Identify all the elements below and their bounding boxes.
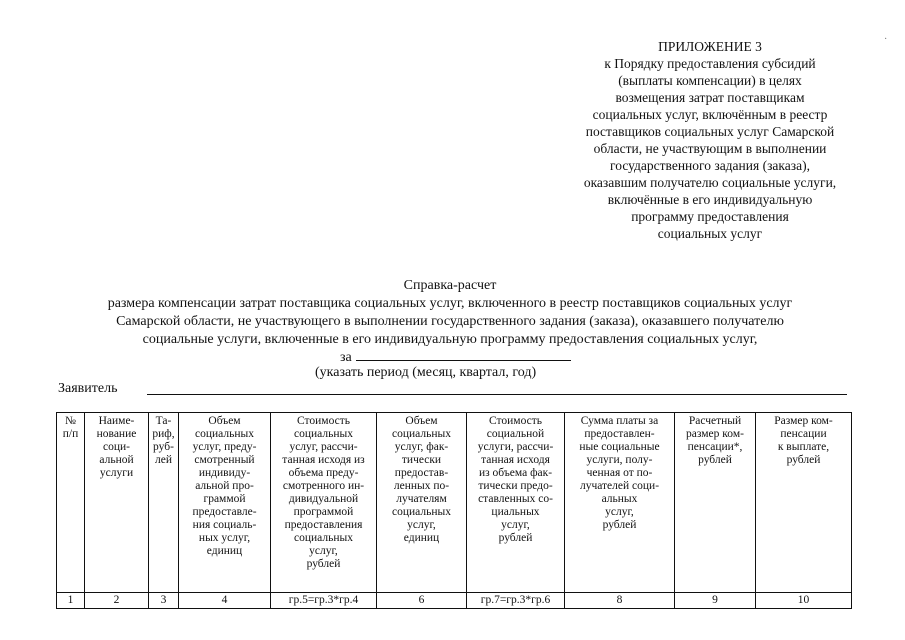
- applicant-label: Заявитель: [58, 381, 118, 396]
- column-header: Наиме- нование соци- альной услуги: [85, 413, 149, 593]
- annex-line: возмещения затрат поставщикам: [615, 90, 805, 105]
- annex-line: включённые в его индивидуальную: [607, 192, 813, 207]
- document-subtitle-line: Самарской области, не участвующего в выполнении государственного задания (заказа), оказавшего получателю: [116, 314, 784, 329]
- document-title: Справка-расчет: [403, 278, 497, 293]
- annex-line: области, не участвующим в выполнении: [593, 141, 827, 156]
- period-row: [340, 347, 571, 366]
- column-number: 4: [179, 593, 271, 609]
- column-header: Сумма платы за предоставлен- ные социальные услуги, полу- ченная от по- лучателей соци- альных услуг, рублей: [565, 413, 675, 593]
- table-header-row: [57, 413, 852, 593]
- corner-mark: ·: [884, 34, 888, 45]
- compensation-table: [56, 412, 852, 609]
- annex-line: социальных услуг, включённым в реестр: [592, 107, 828, 122]
- column-header: № п/п: [57, 413, 85, 593]
- column-header: Стоимость социальных услуг, рассчи- танная исходя из объема преду- смотренного ин- дивидуальной программой предоставления социальных услуг, рублей: [271, 413, 377, 593]
- annex-heading: [550, 38, 870, 242]
- annex-line: государственного задания (заказа),: [610, 158, 810, 173]
- column-header: Объем социальных услуг, преду- смотренный индивиду- альной про- граммой предоставле- ния социаль- ных услуг, единиц: [179, 413, 271, 593]
- annex-line: оказавшим получателю социальные услуги,: [583, 175, 837, 190]
- column-number: 3: [149, 593, 179, 609]
- column-number: гр.7=гр.3*гр.6: [467, 593, 565, 609]
- annex-line: (выплаты компенсации) в целях: [618, 73, 802, 88]
- annex-line: социальных услуг: [657, 226, 763, 241]
- period-blank-field[interactable]: [356, 347, 571, 361]
- column-number: 2: [85, 593, 149, 609]
- column-header: Та- риф, руб- лей: [149, 413, 179, 593]
- annex-line: программу предоставления: [631, 209, 789, 224]
- period-label: за: [340, 350, 352, 365]
- document-heading: [40, 277, 860, 349]
- column-header: Расчетный размер ком- пенсации*, рублей: [675, 413, 756, 593]
- column-number: 10: [756, 593, 852, 609]
- period-hint: (указать период (месяц, квартал, год): [315, 365, 537, 380]
- column-header: Объем социальных услуг, фак- тически предостав- ленных по- лучателям социальных услуг, единиц: [377, 413, 467, 593]
- applicant-blank-field[interactable]: [147, 394, 847, 395]
- column-number: 8: [565, 593, 675, 609]
- column-number: 1: [57, 593, 85, 609]
- table-row: [57, 593, 852, 609]
- annex-title: ПРИЛОЖЕНИЕ 3: [658, 39, 762, 54]
- document-subtitle-line: размера компенсации затрат поставщика социальных услуг, включенного в реестр поставщиков социальных услуг: [107, 296, 793, 311]
- column-header: Размер ком- пенсации к выплате, рублей: [756, 413, 852, 593]
- column-number: 9: [675, 593, 756, 609]
- column-header: Стоимость социальной услуги, рассчи- танная исходя из объема фак- тически предо- ставленных со- циальных услуг, рублей: [467, 413, 565, 593]
- document-subtitle-line: социальные услуги, включенные в его индивидуальную программу предоставления социальных услуг,: [142, 332, 758, 347]
- column-number: гр.5=гр.3*гр.4: [271, 593, 377, 609]
- column-number: 6: [377, 593, 467, 609]
- annex-line: к Порядку предоставления субсидий: [604, 56, 816, 71]
- annex-line: поставщиков социальных услуг Самарской: [585, 124, 835, 139]
